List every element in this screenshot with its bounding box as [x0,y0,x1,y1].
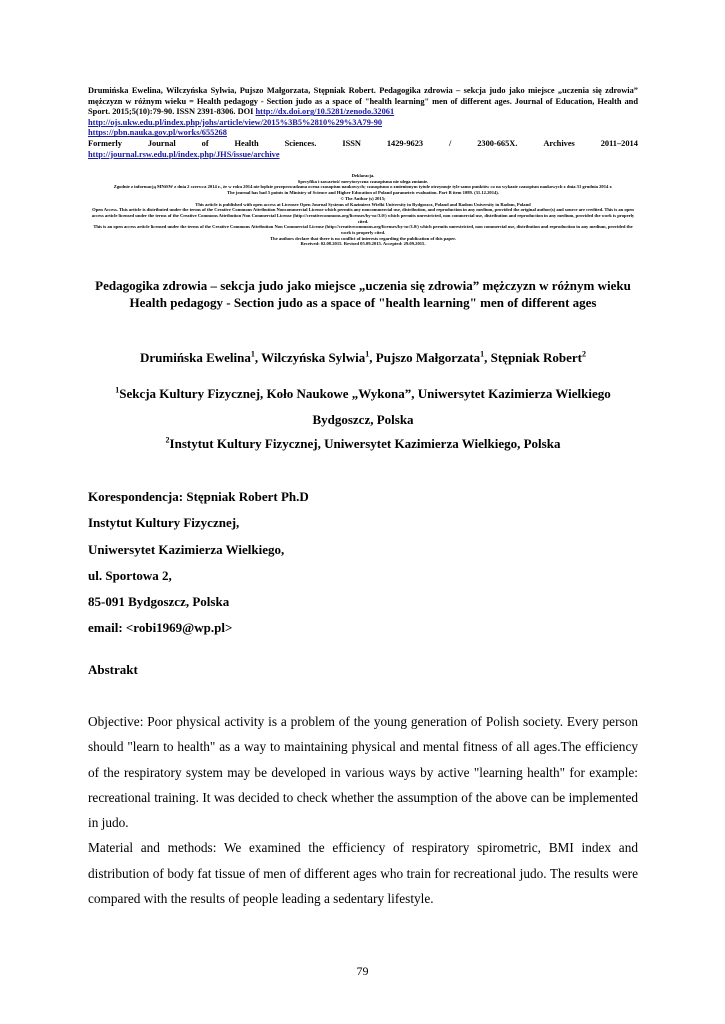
ojs-link[interactable]: http://ojs.ukw.edu.pl/index.php/johs/article/view/2015%3B5%2810%29%3A79-90 [88,117,383,127]
citation-text: Drumińska Ewelina, Wilczyńska Sylwia, Pujszo Małgorzata, Stępniak Robert. Pedagogika zdrowia – sekcja judo jako miejsce „uczenia się zdrowia” mężczyzn w różnym wieku = Health pedagogy - Section judo as a space of "health learning" men of different ages. Journal of Education, Health and Sport. 2015;5(10):79-90. ISSN 2391-8306. DOI [88,86,638,117]
correspondence-line: ul. Sportowa 2, [88,567,172,583]
abstract-body [88,709,638,911]
affiliation-sup: 2 [165,435,170,445]
affiliation-text: Sekcja Kultury Fizycznej, Koło Naukowe „Wykona”, Uniwersytet Kazimierza Wielkiego Bydgoszcz, Polska [119,386,611,427]
citation-block [88,86,638,160]
correspondence-block [88,484,638,642]
title-polish: Pedagogika zdrowia – sekcja judo jako miejsce „uczenia się zdrowia” mężczyzn w różnym wieku [95,278,631,293]
author-name: Pujszo Małgorzata [375,350,481,365]
abstract-paragraph: Material and methods: We examined the efficiency of respiratory spirometric, BMI index and distribution of body fat tissue of men of different ages who train for recreational judo. The results were compared with the results of people leading a sedentary lifestyle. [88,840,638,907]
page-number: 79 [356,964,369,978]
declaration-line: The authors declare that there is no conflict of interests regarding the publication of this paper. [270,235,456,241]
author-sup: 2 [582,349,586,359]
correspondence-line: Korespondencja: Stępniak Robert Ph.D [88,489,309,504]
affiliation-2 [88,431,638,457]
declaration-line: Specyfika i zawartość merytoryczna czasopisma nie ulega zmianie. [297,178,429,184]
declaration-line: Open Access. This article is distributed under the terms of the Creative Commons Attribution Noncommercial License which permits any noncommercial use, distribution, and reproduction in any medium, provided the original author(s) and source are credited. This is an open access article licensed under the terms of the Creative Commons Attribution Non Commercial License (http://creativecommons.org/licenses/by-nc/3.0/) which permits unrestricted, non commercial use, distribution and reproduction in any medium, provided the work is properly cited. [91,207,635,224]
author-sup: 1 [365,349,370,359]
doi-link[interactable]: http://dx.doi.org/10.5281/zenodo.32061 [255,107,395,117]
author-name: Stępniak Robert [490,350,582,365]
declaration-line: This is an open access article licensed under the terms of the Creative Commons Attribution Non Commercial License (http://creativecommons.org/licenses/by-nc/3.0/) which permits unrestricted, non commercial use, distribution and reproduction in any medium, provided the work is properly cited. [93,224,633,236]
author-name: Drumińska Ewelina [139,350,251,365]
author-sup: 1 [250,349,255,359]
declaration-line: The journal has had 5 points in Ministry of Science and Higher Education of Poland parametric evaluation. Part B item 1089. (31.12.2014). [227,190,499,196]
archive-link[interactable]: http://journal.rsw.edu.pl/index.php/JHS/issue/archive [88,149,280,159]
affiliation-1 [88,381,638,433]
declaration-line: Received: 02.08.2015. Revised 05.09.2015. Accepted: 29.09.2015. [300,241,426,247]
correspondence-line: Uniwersytet Kazimierza Wielkiego, [88,541,285,557]
author-sup: 1 [480,349,485,359]
abstract-heading: Abstrakt [88,662,138,677]
declaration-line: © The Author (s) 2015; [340,195,386,201]
affiliation-text: Instytut Kultury Fizycznej, Uniwersytet Kazimierza Wielkiego, Polska [169,436,561,451]
article-title [88,277,638,311]
declaration-line: Deklaracja. [351,173,375,178]
correspondence-line: 85-091 Bydgoszcz, Polska [88,594,230,610]
formerly-line: Formerly Journal of Health Sciences. ISSN 1429-9623 / 2300-665X. Archives 2011–2014 [88,138,638,148]
affiliation-sup: 1 [115,385,120,395]
author-name: Wilczyńska Sylwia [261,350,366,365]
correspondence-line: Instytut Kultury Fizycznej, [88,515,240,531]
title-english: Health pedagogy - Section judo as a space of "health learning" men of different ages [129,295,597,310]
declaration-line: Zgodnie z informacją MNiSW z dnia 2 czerwca 2014 r., że w roku 2014 nie będzie przeprowadzana ocena czasopism naukowych; czasopismo o zmienionym tytule otrzymuje tyle samo punktów co na wykazie czasopism naukowych z dnia 31 grudnia 2014 r. [113,184,613,190]
pbn-link[interactable]: https://pbn.nauka.gov.pl/works/655268 [88,128,227,138]
declaration-block [88,173,638,247]
declaration-line: This article is published with open access at Licensee Open Journal Systems of Kazimierz Wielki University in Bydgoszcz, Poland and Radom University in Radom, Poland [195,201,531,207]
author-list: Drumińska Ewelina$^1$, Wilczyńska Sylwia$^1$, Pujszo Małgorzata$^1$, Stępniak Robert$^2$ [139,349,586,365]
correspondence-email: email: <robi1969@wp.pl> [88,620,233,636]
abstract-paragraph: Objective: Poor physical activity is a problem of the young generation of Polish society. Every person should "learn to health" as a way to maintaining physical and mental fitness of all ages.The efficiency of the respiratory system may be developed in various ways by active "learning health" for example: recreational training. It was decided to check whether the assumption of the above can be implemented in judo. [88,714,638,831]
